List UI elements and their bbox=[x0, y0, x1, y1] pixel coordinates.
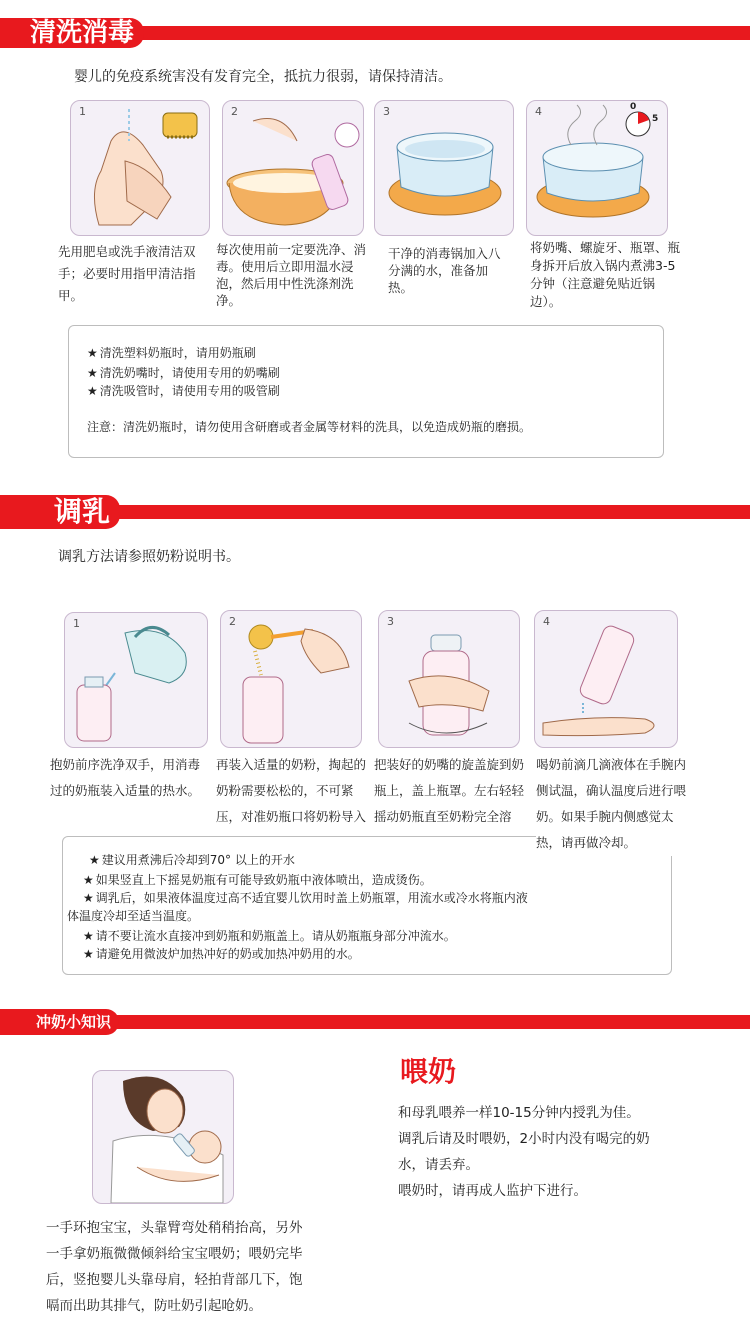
section-header-tips bbox=[0, 1009, 750, 1035]
mix-intro: 调乳方法请参照奶粉说明书。 bbox=[58, 549, 240, 565]
star-icon: ★ bbox=[87, 384, 98, 398]
sterilizer-pot-icon bbox=[375, 101, 513, 235]
mix-step-4-caption: 喝奶前滴几滴液体在手腕内侧试温，确认温度后进行喂奶。如果手腕内侧感觉太热，请再做冷却。 bbox=[536, 752, 686, 856]
mix-step-1-illustration: 1 bbox=[64, 612, 208, 748]
scoop-powder-icon bbox=[221, 611, 361, 747]
note-item: ★ 清洗塑料奶瓶时，请用奶瓶刷 bbox=[87, 346, 256, 360]
mix-step-3-caption: 把装好的奶嘴的旋盖旋到奶瓶上，盖上瓶罩。左右轻轻摇动奶瓶直至奶粉完全溶 bbox=[374, 757, 525, 824]
star-icon: ★ bbox=[83, 891, 94, 905]
clean-step-1-illustration: 1 bbox=[70, 100, 210, 236]
kettle-pour-icon bbox=[65, 613, 207, 747]
section-header-mix bbox=[0, 495, 750, 529]
clean-notes-box bbox=[68, 325, 664, 458]
mix-notes-box bbox=[62, 836, 672, 975]
clean-step-2-illustration: 2 bbox=[222, 100, 364, 236]
feeding-heading: 喂奶 bbox=[400, 1055, 457, 1088]
clean-warning: 注意：清洗奶瓶时，请勿使用含研磨或者金属等材料的洗具，以免造成奶瓶的磨损。 bbox=[87, 420, 532, 434]
star-icon: ★ bbox=[87, 366, 98, 380]
clean-step-3-illustration: 3 bbox=[374, 100, 514, 236]
note-item: ★ 清洗吸管时，请使用专用的吸管刷 bbox=[87, 384, 280, 398]
mother-feeding-icon bbox=[93, 1071, 233, 1203]
star-icon: ★ bbox=[89, 853, 100, 867]
mix-step-1-caption: 抱奶前序洗净双手，用消毒过的奶瓶装入适量的热水。 bbox=[50, 757, 201, 798]
clean-step-4-caption: 将奶嘴、螺旋牙、瓶罩、瓶身拆开后放入锅内煮沸3-5分钟（注意避免贴近锅边）。 bbox=[530, 240, 681, 309]
wrist-test-icon bbox=[535, 611, 677, 747]
note-item: ★ 调乳后，如果液体温度过高不适宜婴儿饮用时盖上奶瓶罩，用流水或冷水将瓶内液 bbox=[83, 891, 528, 905]
note-item-continued: 体温度冷却至适当温度。 bbox=[67, 909, 200, 923]
star-icon: ★ bbox=[87, 346, 98, 360]
feeding-text: 和母乳喂养一样10-15分钟内授乳为佳。 调乳后请及时喂奶，2小时内没有喝完的奶 水，请丢弃。 喂奶时，请再成人监护下进行。 bbox=[398, 1105, 650, 1199]
soak-bowl-icon bbox=[223, 101, 363, 235]
timer-icon bbox=[616, 102, 664, 138]
shake-bottle-icon bbox=[379, 611, 519, 747]
section-title: 调乳 bbox=[0, 495, 120, 529]
clean-step-3-caption: 干净的消毒锅加入八分满的水，准备加热。 bbox=[388, 246, 501, 295]
clean-step-2-caption: 每次使用前一定要洗净、消毒。使用后立即用温水浸泡，然后用中性洗涤剂洗净。 bbox=[216, 242, 367, 308]
section-title: 清洗消毒 bbox=[0, 18, 144, 48]
note-item: ★ 请避免用微波炉加热冲好的奶或加热冲奶用的水。 bbox=[83, 947, 360, 961]
section-header-clean bbox=[0, 18, 750, 48]
mix-step-3-illustration: 3 bbox=[378, 610, 520, 748]
hand-wash-icon bbox=[71, 101, 209, 235]
mix-step-4-illustration: 4 bbox=[534, 610, 678, 748]
clean-step-4-illustration: 4 bbox=[526, 100, 668, 236]
star-icon: ★ bbox=[83, 947, 94, 961]
timer-start-label: 0 bbox=[630, 102, 637, 112]
note-item: ★ 建议用煮沸后冷却到70° 以上的开水 bbox=[89, 853, 295, 867]
mix-step-2-illustration: 2 bbox=[220, 610, 362, 748]
timer-end-label: 5 bbox=[652, 114, 659, 124]
star-icon: ★ bbox=[83, 929, 94, 943]
mix-step-2-caption: 再装入适量的奶粉，掏起的奶粉需要松松的，不可紧压，对准奶瓶口将奶粉导入 bbox=[216, 757, 367, 824]
clean-step-1-caption: 先用肥皂或洗手液清洁双手；必要时用指甲清洁指甲。 bbox=[58, 244, 196, 303]
star-icon: ★ bbox=[83, 873, 94, 887]
note-item: ★ 如果竖直上下摇晃奶瓶有可能导致奶瓶中液体喷出，造成烫伤。 bbox=[83, 873, 432, 887]
note-item: ★ 清洗奶嘴时，请使用专用的奶嘴刷 bbox=[87, 366, 280, 380]
clean-intro: 婴儿的免疫系统害没有发育完全，抵抗力很弱，请保持清洁。 bbox=[74, 69, 452, 85]
note-item: ★ 请不要让流水直接冲到奶瓶和奶瓶盖上。请从奶瓶瓶身部分冲流水。 bbox=[83, 929, 456, 943]
feeding-illustration bbox=[92, 1070, 234, 1204]
section-title: 冲奶小知识 bbox=[0, 1009, 119, 1035]
hold-caption: 一手环抱宝宝，头靠臂弯处稍稍抬高，另外 一手拿奶瓶微微倾斜给宝宝喂奶；喂奶完毕 后，竖抱婴儿头靠母肩，轻拍背部几下，饱 嗝而出助其排气，防吐奶引起呛奶。 bbox=[46, 1220, 303, 1314]
